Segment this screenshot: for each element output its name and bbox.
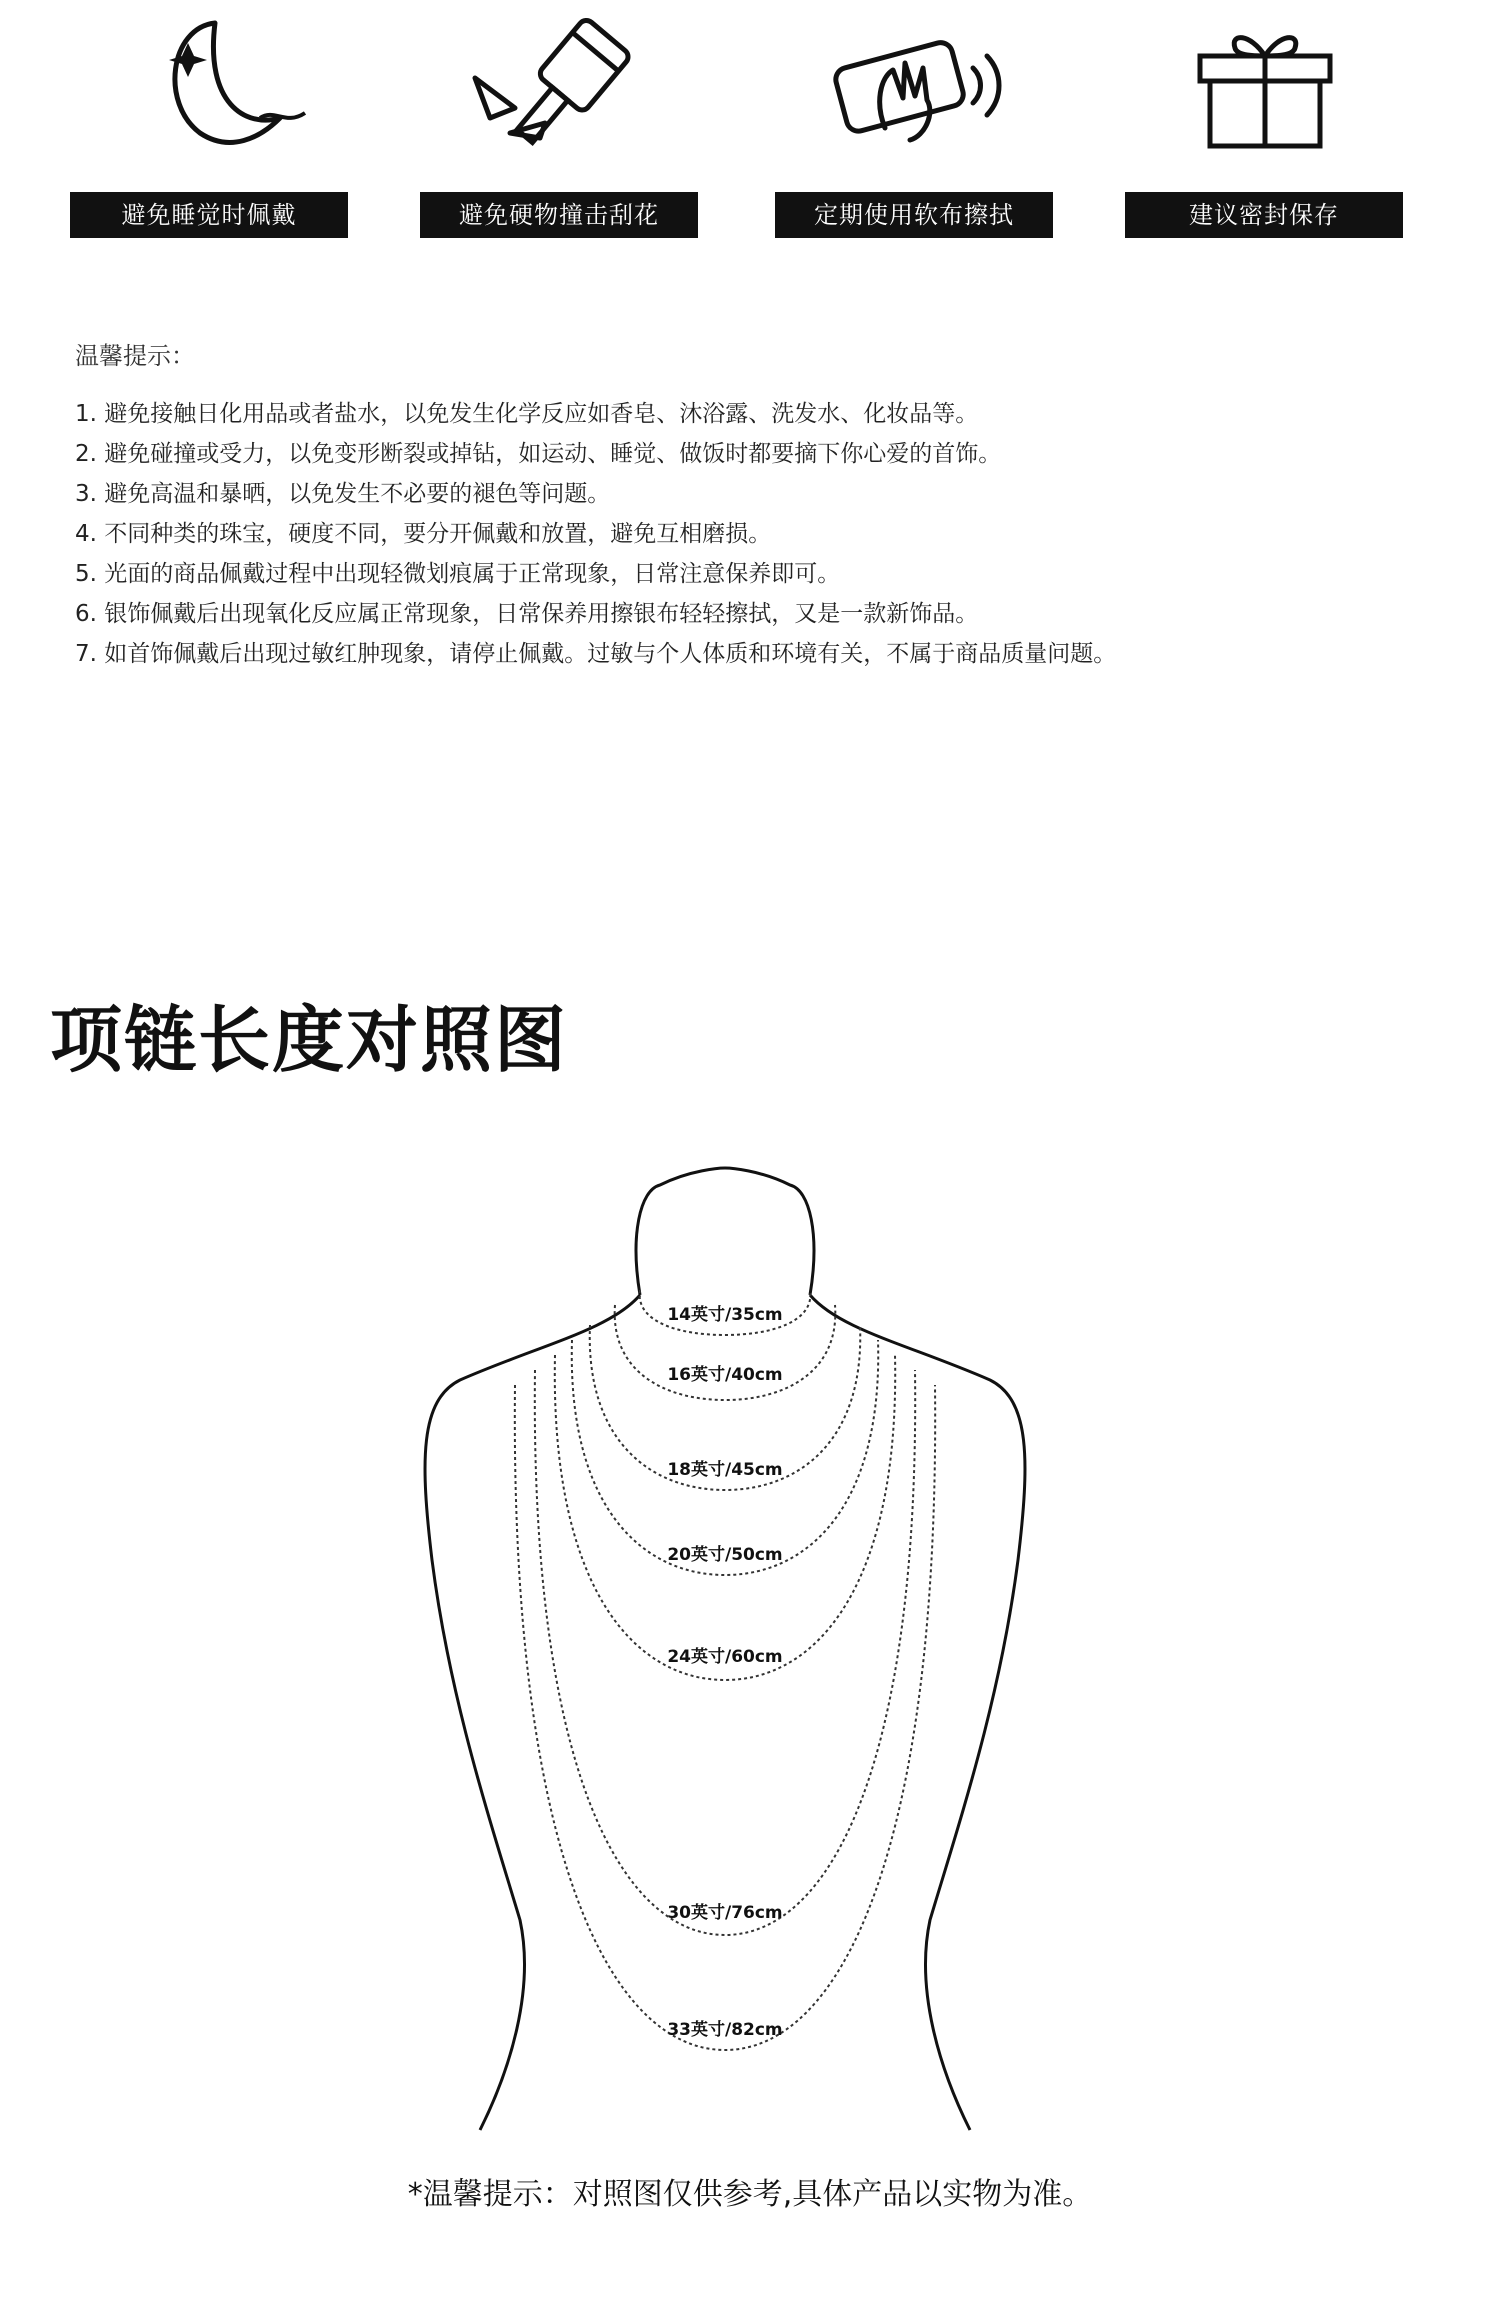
tip-item: 5. 光面的商品佩戴过程中出现轻微划痕属于正常现象，日常注意保养即可。 — [75, 561, 841, 587]
length-chart-title: 项链长度对照图 — [50, 998, 569, 1082]
chain-line — [515, 1385, 935, 2050]
care-item-no-sleep — [70, 0, 350, 250]
care-label: 建议密封保存 — [1125, 192, 1403, 238]
care-item-wipe — [775, 0, 1055, 250]
care-label: 避免硬物撞击刮花 — [420, 192, 698, 238]
tips-title: 温馨提示： — [75, 342, 195, 370]
chain-line — [555, 1355, 895, 1680]
care-label: 避免睡觉时佩戴 — [70, 192, 348, 238]
care-item-no-impact — [420, 0, 700, 250]
tip-item: 2. 避免碰撞或受力，以免变形断裂或掉钻，如运动、睡觉、做饭时都要摘下你心爱的首饰。 — [75, 441, 1002, 467]
chain-length-label: 33英寸/82cm — [667, 2020, 783, 2040]
chain-length-label: 14英寸/35cm — [667, 1305, 783, 1325]
care-tips — [75, 336, 1455, 674]
footnote: *温馨提示：对照图仅供参考,具体产品以实物为准。 — [407, 2177, 1093, 2212]
tips-list — [75, 394, 1455, 674]
tip-item: 6. 银饰佩戴后出现氧化反应属正常现象，日常保养用擦银布轻轻擦拭，又是一款新饰品。 — [75, 601, 979, 627]
chain-length-label: 20英寸/50cm — [667, 1545, 783, 1565]
chain-length-label: 16英寸/40cm — [667, 1365, 783, 1385]
necklace-length-diagram — [0, 1150, 1500, 2160]
tip-item: 7. 如首饰佩戴后出现过敏红肿现象，请停止佩戴。过敏与个人体质和环境有关，不属于商品质量问题。 — [75, 641, 1117, 667]
care-item-sealed-storage — [1125, 0, 1405, 250]
chain-length-label: 24英寸/60cm — [667, 1647, 783, 1667]
hammer-icon — [460, 8, 660, 158]
tip-item: 4. 不同种类的珠宝，硬度不同，要分开佩戴和放置，避免互相磨损。 — [75, 521, 772, 547]
gift-box-icon — [1165, 8, 1365, 158]
chain-length-label: 18英寸/45cm — [667, 1460, 783, 1480]
care-instructions — [0, 0, 1500, 260]
bust-neck-outline — [636, 1168, 814, 1295]
necklace-chains — [515, 1290, 935, 2050]
tip-item: 3. 避免高温和暴晒，以免发生不必要的褪色等问题。 — [75, 481, 611, 507]
care-label: 定期使用软布擦拭 — [775, 192, 1053, 238]
wipe-cloth-icon — [815, 8, 1015, 158]
tip-item: 1. 避免接触日化用品或者盐水，以免发生化学反应如香皂、沐浴露、洗发水、化妆品等。 — [75, 401, 979, 427]
chain-length-label: 30英寸/76cm — [667, 1903, 783, 1923]
bust-torso-outline — [810, 1295, 1025, 2130]
moon-icon — [110, 8, 310, 158]
